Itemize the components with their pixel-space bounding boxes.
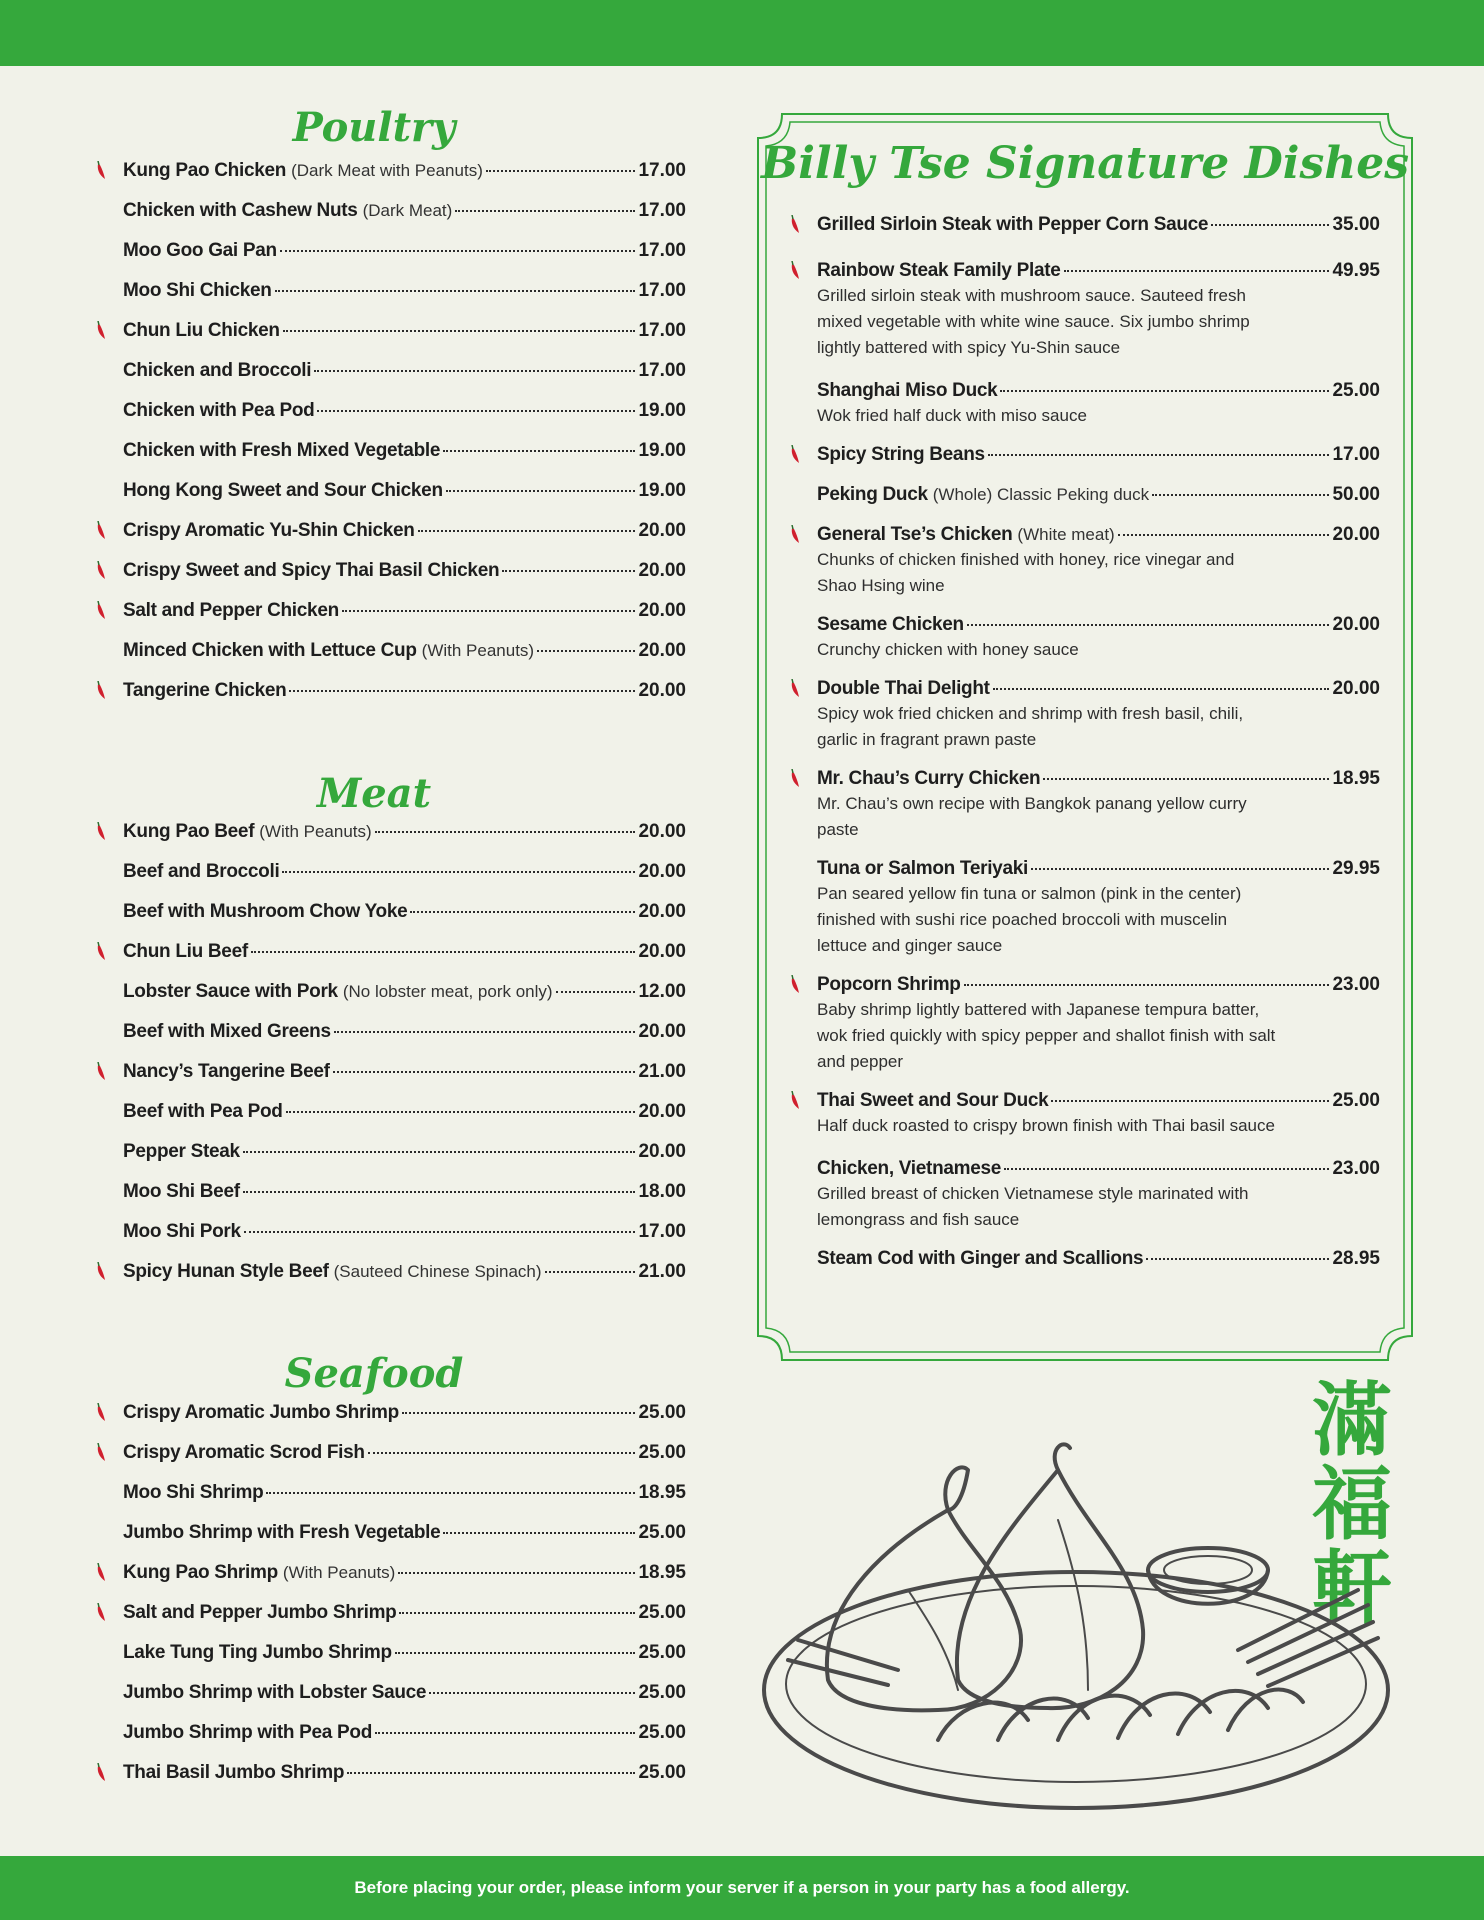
leader-dots bbox=[556, 991, 636, 993]
dumpling-plate-illustration bbox=[758, 1440, 1398, 1820]
chili-pepper-icon bbox=[95, 1763, 107, 1783]
menu-item bbox=[123, 1020, 686, 1044]
menu-item bbox=[123, 599, 686, 623]
leader-dots bbox=[342, 610, 636, 612]
leader-dots bbox=[347, 1772, 635, 1774]
chili-pepper-icon bbox=[95, 1262, 107, 1282]
chili-pepper-icon bbox=[95, 1443, 107, 1463]
chili-pepper-icon bbox=[95, 161, 107, 181]
menu-item bbox=[123, 519, 686, 543]
menu-item bbox=[123, 1140, 686, 1164]
item-price: 20.00 bbox=[1332, 678, 1380, 699]
item-description: Mr. Chau’s own recipe with Bangkok panang yellow curry paste bbox=[817, 794, 1247, 839]
leader-dots bbox=[429, 1692, 635, 1694]
menu-item bbox=[817, 213, 1380, 237]
item-price: 17.00 bbox=[638, 200, 686, 221]
menu-item bbox=[123, 1761, 686, 1785]
menu-item bbox=[123, 1641, 686, 1665]
leader-dots bbox=[266, 1492, 635, 1494]
item-description: Spicy wok fried chicken and shrimp with fresh basil, chili, garlic in fragrant prawn paste bbox=[817, 704, 1244, 749]
item-price: 50.00 bbox=[1332, 484, 1380, 505]
item-price: 17.00 bbox=[638, 240, 686, 261]
leader-dots bbox=[283, 330, 636, 332]
item-price: 17.00 bbox=[638, 280, 686, 301]
chili-pepper-icon bbox=[95, 822, 107, 842]
item-price: 20.00 bbox=[638, 680, 686, 701]
leader-dots bbox=[368, 1452, 636, 1454]
chili-pepper-icon bbox=[789, 525, 801, 545]
menu-item bbox=[123, 1441, 686, 1465]
item-price: 18.95 bbox=[638, 1562, 686, 1583]
item-price: 20.00 bbox=[638, 1101, 686, 1122]
menu-item bbox=[123, 860, 686, 884]
menu-item bbox=[817, 1247, 1380, 1271]
leader-dots bbox=[286, 1111, 636, 1113]
item-price: 20.00 bbox=[638, 941, 686, 962]
item-price: 19.00 bbox=[638, 440, 686, 461]
menu-item bbox=[123, 199, 686, 223]
leader-dots bbox=[446, 490, 636, 492]
item-price: 35.00 bbox=[1332, 214, 1380, 235]
item-name: Beef with Mushroom Chow Yoke bbox=[123, 901, 408, 922]
item-name: Beef and Broccoli bbox=[123, 861, 280, 882]
item-price: 20.00 bbox=[1332, 524, 1380, 545]
item-price: 20.00 bbox=[638, 520, 686, 541]
item-name: Kung Pao Shrimp bbox=[123, 1562, 278, 1583]
item-name: Crispy Aromatic Jumbo Shrimp bbox=[123, 1402, 399, 1423]
item-note: (Whole) Classic Peking duck bbox=[932, 485, 1150, 504]
item-name: Crispy Sweet and Spicy Thai Basil Chicken bbox=[123, 560, 500, 581]
item-name: Salt and Pepper Jumbo Shrimp bbox=[123, 1602, 397, 1623]
item-name: Grilled Sirloin Steak with Pepper Corn Sauce bbox=[817, 214, 1209, 235]
chili-pepper-icon bbox=[789, 1091, 801, 1111]
item-price: 19.00 bbox=[638, 480, 686, 501]
leader-dots bbox=[251, 951, 636, 953]
item-name: Moo Shi Chicken bbox=[123, 280, 272, 301]
leader-dots bbox=[537, 650, 635, 652]
menu-item bbox=[817, 1089, 1380, 1139]
item-description: Crunchy chicken with honey sauce bbox=[817, 640, 1079, 659]
item-name: Salt and Pepper Chicken bbox=[123, 600, 339, 621]
item-description: Wok fried half duck with miso sauce bbox=[817, 406, 1087, 425]
chili-pepper-icon bbox=[789, 769, 801, 789]
item-price: 29.95 bbox=[1332, 858, 1380, 879]
section-title-seafood: Seafood bbox=[284, 1350, 464, 1397]
item-description: Pan seared yellow fin tuna or salmon (pink in the center) finished with sushi rice poached broccoli with muscelin lettuce and ginger sauce bbox=[817, 884, 1242, 955]
menu-item bbox=[123, 1601, 686, 1625]
restaurant-char: 福 bbox=[1312, 1457, 1392, 1551]
menu-item bbox=[123, 399, 686, 423]
item-price: 25.00 bbox=[638, 1722, 686, 1743]
leader-dots bbox=[275, 290, 636, 292]
section-title-poultry: Poultry bbox=[292, 104, 456, 151]
leader-dots bbox=[967, 624, 1330, 626]
menu-item bbox=[123, 1481, 686, 1505]
item-note: (White meat) bbox=[1017, 525, 1115, 544]
item-price: 20.00 bbox=[1332, 614, 1380, 635]
leader-dots bbox=[282, 871, 635, 873]
leader-dots bbox=[1211, 224, 1329, 226]
item-price: 12.00 bbox=[638, 981, 686, 1002]
item-note: (Dark Meat with Peanuts) bbox=[291, 161, 483, 180]
item-name: Sesame Chicken bbox=[817, 614, 964, 635]
item-name: Rainbow Steak Family Plate bbox=[817, 260, 1061, 281]
item-note: (Dark Meat) bbox=[362, 201, 453, 220]
leader-dots bbox=[375, 831, 636, 833]
menu-item bbox=[817, 483, 1380, 507]
item-note: (No lobster meat, pork only) bbox=[342, 982, 553, 1001]
item-name: Kung Pao Chicken bbox=[123, 160, 287, 181]
leader-dots bbox=[334, 1031, 636, 1033]
item-name: Kung Pao Beef bbox=[123, 821, 255, 842]
leader-dots bbox=[988, 454, 1330, 456]
item-price: 28.95 bbox=[1332, 1248, 1380, 1269]
leader-dots bbox=[443, 450, 635, 452]
item-price: 21.00 bbox=[638, 1061, 686, 1082]
menu-item bbox=[123, 1721, 686, 1745]
chili-pepper-icon bbox=[789, 679, 801, 699]
item-price: 25.00 bbox=[1332, 1090, 1380, 1111]
leader-dots bbox=[1000, 390, 1329, 392]
menu-item bbox=[123, 940, 686, 964]
item-name: Steam Cod with Ginger and Scallions bbox=[817, 1248, 1144, 1269]
chili-pepper-icon bbox=[95, 1062, 107, 1082]
leader-dots bbox=[455, 210, 635, 212]
menu-item bbox=[123, 900, 686, 924]
item-name: Chun Liu Chicken bbox=[123, 320, 280, 341]
leader-dots bbox=[244, 1231, 636, 1233]
item-price: 17.00 bbox=[638, 320, 686, 341]
leader-dots bbox=[1118, 534, 1330, 536]
leader-dots bbox=[399, 1612, 635, 1614]
item-note: (With Peanuts) bbox=[282, 1563, 396, 1582]
chili-pepper-icon bbox=[789, 975, 801, 995]
item-name: Chicken with Cashew Nuts bbox=[123, 200, 358, 221]
leader-dots bbox=[317, 410, 635, 412]
leader-dots bbox=[398, 1572, 635, 1574]
menu-item bbox=[123, 1681, 686, 1705]
item-price: 17.00 bbox=[638, 160, 686, 181]
menu-item bbox=[123, 1561, 686, 1585]
leader-dots bbox=[395, 1652, 636, 1654]
item-name: Popcorn Shrimp bbox=[817, 974, 961, 995]
leader-dots bbox=[1043, 778, 1329, 780]
menu-item bbox=[123, 279, 686, 303]
item-note: (Sauteed Chinese Spinach) bbox=[333, 1262, 542, 1281]
item-name: General Tse’s Chicken bbox=[817, 524, 1013, 545]
leader-dots bbox=[1004, 1168, 1329, 1170]
item-description: Grilled sirloin steak with mushroom sauce. Sauteed fresh mixed vegetable with white wine sauce. Six jumbo shrimp lightly battered with spicy Yu-Shin sauce bbox=[817, 286, 1250, 357]
leader-dots bbox=[333, 1071, 636, 1073]
item-price: 20.00 bbox=[638, 821, 686, 842]
item-name: Beef with Mixed Greens bbox=[123, 1021, 331, 1042]
menu-item bbox=[123, 1100, 686, 1124]
menu-item bbox=[123, 239, 686, 263]
seafood-list bbox=[123, 1401, 686, 1801]
item-name: Tuna or Salmon Teriyaki bbox=[817, 858, 1028, 879]
chili-pepper-icon bbox=[95, 1403, 107, 1423]
leader-dots bbox=[1146, 1258, 1329, 1260]
item-name: Thai Sweet and Sour Duck bbox=[817, 1090, 1049, 1111]
item-description: Chunks of chicken finished with honey, rice vinegar and Shao Hsing wine bbox=[817, 550, 1235, 595]
leader-dots bbox=[418, 530, 636, 532]
menu-item bbox=[123, 1060, 686, 1084]
item-description: Baby shrimp lightly battered with Japanese tempura batter, wok fried quickly with spicy pepper and shallot finish with salt and pepper bbox=[817, 1000, 1276, 1071]
item-name: Moo Goo Gai Pan bbox=[123, 240, 277, 261]
leader-dots bbox=[993, 688, 1330, 690]
chili-pepper-icon bbox=[95, 942, 107, 962]
menu-item bbox=[123, 1401, 686, 1425]
chili-pepper-icon bbox=[95, 561, 107, 581]
item-name: Hong Kong Sweet and Sour Chicken bbox=[123, 480, 443, 501]
chili-pepper-icon bbox=[95, 681, 107, 701]
leader-dots bbox=[1051, 1100, 1329, 1102]
poultry-list bbox=[123, 159, 686, 719]
item-name: Jumbo Shrimp with Pea Pod bbox=[123, 1722, 373, 1743]
item-price: 18.00 bbox=[638, 1181, 686, 1202]
item-price: 25.00 bbox=[1332, 380, 1380, 401]
item-price: 17.00 bbox=[638, 1221, 686, 1242]
item-name: Moo Shi Shrimp bbox=[123, 1482, 264, 1503]
menu-item bbox=[123, 559, 686, 583]
item-note: (With Peanuts) bbox=[259, 822, 372, 841]
item-price: 20.00 bbox=[638, 640, 686, 661]
menu-item bbox=[123, 639, 686, 663]
item-price: 20.00 bbox=[638, 600, 686, 621]
menu-item bbox=[123, 1521, 686, 1545]
item-name: Peking Duck bbox=[817, 484, 928, 505]
menu-item bbox=[123, 820, 686, 844]
item-price: 18.95 bbox=[1332, 768, 1380, 789]
item-name: Shanghai Miso Duck bbox=[817, 380, 998, 401]
chili-pepper-icon bbox=[789, 445, 801, 465]
chili-pepper-icon bbox=[95, 521, 107, 541]
item-name: Spicy Hunan Style Beef bbox=[123, 1261, 329, 1282]
item-price: 20.00 bbox=[638, 861, 686, 882]
menu-item bbox=[123, 679, 686, 703]
menu-item bbox=[817, 677, 1380, 753]
leader-dots bbox=[964, 984, 1330, 986]
item-name: Nancy’s Tangerine Beef bbox=[123, 1061, 330, 1082]
item-price: 21.00 bbox=[638, 1261, 686, 1282]
item-name: Lake Tung Ting Jumbo Shrimp bbox=[123, 1642, 392, 1663]
item-price: 20.00 bbox=[638, 901, 686, 922]
item-name: Beef with Pea Pod bbox=[123, 1101, 283, 1122]
item-price: 23.00 bbox=[1332, 1158, 1380, 1179]
leader-dots bbox=[280, 250, 636, 252]
item-price: 49.95 bbox=[1332, 260, 1380, 281]
leader-dots bbox=[545, 1271, 636, 1273]
chili-pepper-icon bbox=[95, 1603, 107, 1623]
item-name: Lobster Sauce with Pork bbox=[123, 981, 338, 1002]
leader-dots bbox=[243, 1191, 636, 1193]
item-name: Chicken with Fresh Mixed Vegetable bbox=[123, 440, 441, 461]
item-name: Crispy Aromatic Scrod Fish bbox=[123, 1442, 365, 1463]
restaurant-char: 滿 bbox=[1312, 1373, 1392, 1467]
leader-dots bbox=[243, 1151, 636, 1153]
top-banner bbox=[0, 0, 1484, 66]
menu-item bbox=[123, 319, 686, 343]
item-name: Chicken with Pea Pod bbox=[123, 400, 315, 421]
item-name: Thai Basil Jumbo Shrimp bbox=[123, 1762, 345, 1783]
menu-item bbox=[123, 479, 686, 503]
meat-list bbox=[123, 820, 686, 1300]
item-name: Chun Liu Beef bbox=[123, 941, 248, 962]
item-name: Tangerine Chicken bbox=[123, 680, 287, 701]
leader-dots bbox=[289, 690, 635, 692]
menu-item bbox=[817, 523, 1380, 599]
item-price: 18.95 bbox=[638, 1482, 686, 1503]
item-note: (With Peanuts) bbox=[421, 641, 535, 660]
menu-item bbox=[817, 767, 1380, 843]
item-price: 25.00 bbox=[638, 1442, 686, 1463]
item-price: 25.00 bbox=[638, 1602, 686, 1623]
item-name: Mr. Chau’s Curry Chicken bbox=[817, 768, 1041, 789]
restaurant-char: 軒 bbox=[1312, 1541, 1392, 1635]
menu-item bbox=[123, 1180, 686, 1204]
leader-dots bbox=[375, 1732, 635, 1734]
item-price: 25.00 bbox=[638, 1682, 686, 1703]
section-title-meat: Meat bbox=[316, 770, 432, 817]
item-price: 25.00 bbox=[638, 1522, 686, 1543]
item-name: Crispy Aromatic Yu-Shin Chicken bbox=[123, 520, 415, 541]
menu-item bbox=[817, 443, 1380, 467]
leader-dots bbox=[402, 1412, 636, 1414]
item-price: 25.00 bbox=[638, 1642, 686, 1663]
leader-dots bbox=[1064, 270, 1330, 272]
item-price: 19.00 bbox=[638, 400, 686, 421]
leader-dots bbox=[502, 570, 635, 572]
chili-pepper-icon bbox=[789, 215, 801, 235]
item-name: Pepper Steak bbox=[123, 1141, 240, 1162]
item-name: Minced Chicken with Lettuce Cup bbox=[123, 640, 417, 661]
leader-dots bbox=[410, 911, 635, 913]
menu-item bbox=[123, 980, 686, 1004]
chili-pepper-icon bbox=[95, 321, 107, 341]
menu-item bbox=[123, 1220, 686, 1244]
leader-dots bbox=[443, 1532, 635, 1534]
item-price: 23.00 bbox=[1332, 974, 1380, 995]
item-price: 25.00 bbox=[638, 1762, 686, 1783]
leader-dots bbox=[1152, 494, 1329, 496]
item-price: 20.00 bbox=[638, 1141, 686, 1162]
item-name: Spicy String Beans bbox=[817, 444, 985, 465]
item-name: Jumbo Shrimp with Lobster Sauce bbox=[123, 1682, 427, 1703]
item-name: Moo Shi Beef bbox=[123, 1181, 240, 1202]
item-name: Double Thai Delight bbox=[817, 678, 990, 699]
menu-item bbox=[817, 379, 1380, 429]
leader-dots bbox=[1031, 868, 1330, 870]
menu-item bbox=[817, 613, 1380, 663]
item-name: Jumbo Shrimp with Fresh Vegetable bbox=[123, 1522, 441, 1543]
menu-item bbox=[817, 973, 1380, 1075]
item-name: Chicken, Vietnamese bbox=[817, 1158, 1002, 1179]
item-name: Chicken and Broccoli bbox=[123, 360, 312, 381]
signature-list bbox=[817, 213, 1380, 1281]
menu-item bbox=[123, 1260, 686, 1284]
menu-item bbox=[123, 439, 686, 463]
item-name: Moo Shi Pork bbox=[123, 1221, 241, 1242]
item-price: 20.00 bbox=[638, 560, 686, 581]
section-title-signature: Billy Tse Signature Dishes bbox=[761, 138, 1409, 189]
chili-pepper-icon bbox=[95, 1563, 107, 1583]
item-description: Half duck roasted to crispy brown finish with Thai basil sauce bbox=[817, 1116, 1275, 1135]
leader-dots bbox=[486, 170, 636, 172]
menu-item bbox=[123, 159, 686, 183]
menu-item bbox=[817, 857, 1380, 959]
allergy-notice: Before placing your order, please inform your server if a person in your party has a food allergy. bbox=[0, 1856, 1484, 1920]
item-price: 20.00 bbox=[638, 1021, 686, 1042]
chili-pepper-icon bbox=[789, 261, 801, 281]
menu-item bbox=[817, 1157, 1380, 1233]
item-price: 17.00 bbox=[638, 360, 686, 381]
menu-item bbox=[123, 359, 686, 383]
menu-item bbox=[817, 259, 1380, 361]
item-description: Grilled breast of chicken Vietnamese style marinated with lemongrass and fish sauce bbox=[817, 1184, 1249, 1229]
item-price: 17.00 bbox=[1332, 444, 1380, 465]
leader-dots bbox=[314, 370, 635, 372]
chili-pepper-icon bbox=[95, 601, 107, 621]
item-price: 25.00 bbox=[638, 1402, 686, 1423]
